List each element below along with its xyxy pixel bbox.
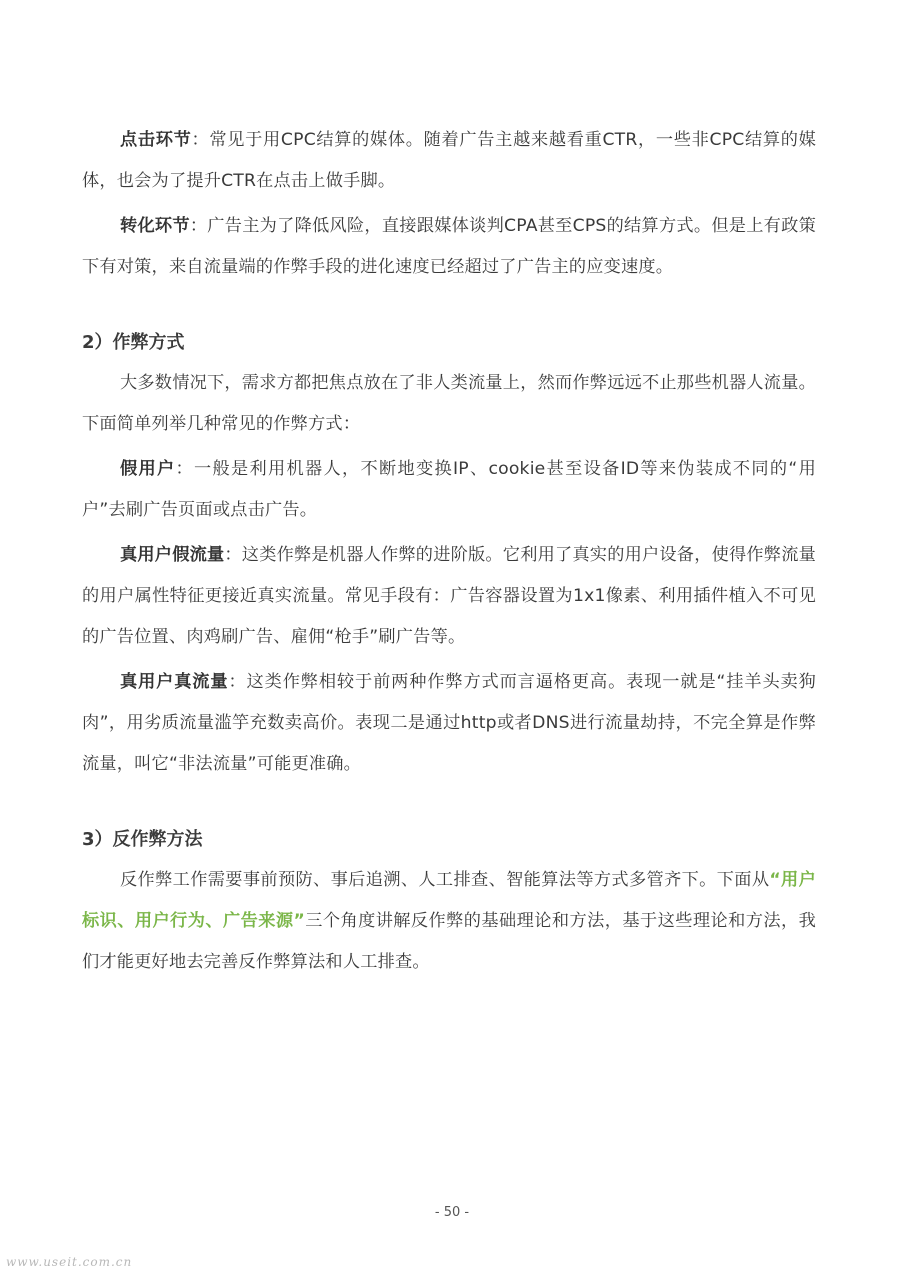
- text-cheating-intro: 大多数情况下，需求方都把焦点放在了非人类流量上，然而作弊远远不止那些机器人流量。下面简单列举几种常见的作弊方式：: [82, 373, 816, 434]
- term-conversion-stage: 转化环节: [120, 216, 190, 236]
- text-conversion-stage: ：广告主为了降低风险，直接跟媒体谈判CPA甚至CPS的结算方式。但是上有政策下有对策，来自流量端的作弊手段的进化速度已经超过了广告主的应变速度。: [82, 216, 816, 277]
- text-anti-cheating-after: 三个角度讲解反作弊的基础理论和方法，基于这些理论和方法，我们才能更好地去完善反作弊算法和人工排查。: [82, 911, 816, 972]
- spacer: [82, 292, 816, 322]
- page-content: [82, 120, 816, 987]
- page-number: - 50 -: [434, 1205, 470, 1220]
- paragraph-conversion-stage: [82, 206, 816, 288]
- text-anti-cheating-before: 反作弊工作需要事前预防、事后追溯、人工排查、智能算法等方式多管齐下。下面从: [120, 870, 770, 890]
- paragraph-real-user-fake-traffic: [82, 535, 816, 658]
- term-fake-user: 假用户: [120, 459, 176, 479]
- text-fake-user: ：一般是利用机器人，不断地变换IP、cookie甚至设备ID等来伪装成不同的“用户”去刷广告页面或点击广告。: [82, 459, 816, 520]
- text-real-user-fake-traffic: ：这类作弊是机器人作弊的进阶版。它利用了真实的用户设备，使得作弊流量的用户属性特征更接近真实流量。常见手段有：广告容器设置为1x1像素、利用插件植入不可见的广告位置、肉鸡刷广告、雇佣“枪手”刷广告等。: [82, 545, 816, 647]
- paragraph-fake-user: [82, 449, 816, 531]
- term-real-user-fake-traffic: 真用户假流量: [120, 545, 225, 565]
- paragraph-cheating-intro: [82, 363, 816, 445]
- term-click-stage: 点击环节: [120, 130, 192, 150]
- paragraph-real-user-real-traffic: [82, 662, 816, 785]
- text-click-stage: ：常见于用CPC结算的媒体。随着广告主越来越看重CTR，一些非CPC结算的媒体，也会为了提升CTR在点击上做手脚。: [82, 130, 816, 191]
- heading-cheating-methods: 2）作弊方式: [82, 332, 185, 353]
- watermark: www.useit.com.cn: [6, 1255, 133, 1269]
- paragraph-click-stage: [82, 120, 816, 202]
- heading-anti-cheating-methods: 3）反作弊方法: [82, 829, 203, 850]
- highlight-three-angles: “用户标识、用户行为、广告来源”: [82, 870, 816, 931]
- term-real-user-real-traffic: 真用户真流量: [120, 672, 229, 692]
- spacer: [82, 789, 816, 819]
- text-real-user-real-traffic: ：这类作弊相较于前两种作弊方式而言逼格更高。表现一就是“挂羊头卖狗肉”，用劣质流量滥竽充数卖高价。表现二是通过http或者DNS进行流量劫持，不完全算是作弊流量，叫它“非法流量”可能更准确。: [82, 672, 817, 774]
- paragraph-anti-cheating: [82, 860, 816, 983]
